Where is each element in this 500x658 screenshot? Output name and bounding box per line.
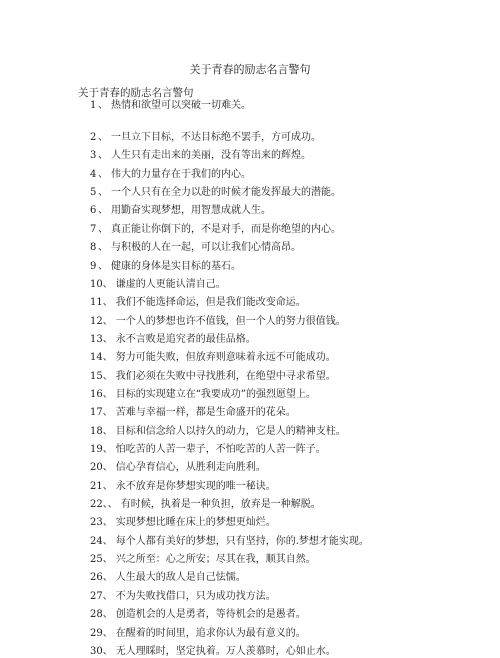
quote-item (90, 99, 251, 112)
quote-text: 我们必须在失败中寻找胜利，在绝望中寻求希望。 (115, 370, 336, 382)
quote-number: 30 (90, 645, 103, 657)
quote-separator: 、 (102, 590, 113, 602)
quote-item (90, 333, 256, 346)
quote-item (90, 571, 246, 584)
quote-number: 13 (90, 333, 103, 345)
quote-item (90, 260, 241, 273)
quote-number: 18 (90, 425, 103, 437)
quote-number: 10 (90, 278, 103, 290)
quote-separator: 、 (102, 370, 113, 382)
quote-number: 5 (90, 187, 97, 199)
quote-number: 15 (90, 370, 103, 382)
quote-text: 真正能让你倒下的，不是对手，而是你绝望的内心。 (111, 223, 341, 235)
quote-text: 兴之所至：心之所安；尽其在我，顺其自然。 (115, 554, 316, 565)
quote-text: 永不言败是追究者的最佳品格。 (115, 333, 256, 345)
quote-text: 与积极的人在一起，可以让我们心情高昂。 (111, 242, 301, 254)
quote-number: 12 (90, 315, 103, 327)
quote-separator: 、 (102, 278, 113, 290)
quote-number: 21 (90, 480, 103, 492)
quote-item (90, 498, 321, 511)
quote-item (90, 406, 296, 419)
quote-separator: 、 (98, 150, 108, 162)
quote-item (90, 627, 306, 640)
quote-item (90, 608, 306, 621)
quote-separator: 、 (102, 425, 113, 437)
quote-text: 不为失败找借口，只为成功找方法。 (115, 590, 276, 602)
quote-number: 25 (90, 554, 103, 565)
quote-number: 8 (90, 242, 97, 254)
quote-separator: 、 (102, 480, 113, 492)
quote-item (90, 370, 336, 383)
quote-separator: 、 (102, 407, 113, 419)
quote-text: 怕吃苦的人苦一辈子，不怕吃苦的人苦一阵子。 (115, 444, 326, 455)
quote-number: 20 (90, 462, 103, 474)
quote-separator: 、 (102, 388, 113, 400)
quote-separator: 、 (102, 444, 113, 455)
quote-number: 6 (90, 205, 97, 217)
quote-text: 人生最大的敌人是自己怯懦。 (115, 572, 246, 584)
document-subtitle: 关于青春的励志名言警句 (78, 87, 194, 99)
quote-number: 3 (90, 150, 97, 162)
quote-text: 我们不能选择命运，但是我们能改变命运。 (115, 297, 306, 309)
quote-number: 24 (90, 535, 103, 547)
quote-separator: 、 (98, 260, 108, 272)
quote-separator: 、 (102, 535, 113, 547)
quote-item (90, 315, 346, 328)
quote-separator: 、 (102, 315, 113, 327)
quote-text: 谦虚的人更能认清自己。 (115, 278, 226, 290)
quote-number: 16 (90, 388, 103, 400)
quote-text: 苦难与幸福一样，都是生命盛开的花朵。 (115, 407, 296, 419)
quote-separator: 、 (102, 609, 113, 621)
quote-text: 一个人只有在全力以赴的时候才能发挥最大的潜能。 (111, 187, 341, 199)
quote-separator: 、 (98, 132, 108, 143)
quote-item (90, 461, 266, 474)
quote-number: 1 (90, 100, 97, 111)
quote-separator: 、 (102, 517, 113, 529)
quote-item (90, 241, 301, 254)
quote-number: 17 (90, 407, 103, 419)
quote-item (90, 425, 346, 438)
quote-number: 14 (90, 352, 103, 364)
quote-item (90, 223, 341, 236)
quote-item (90, 535, 369, 548)
quote-text: 努力可能失败，但放弃则意味着永远不可能成功。 (115, 352, 336, 364)
quote-item (90, 131, 321, 144)
quote-number: 28 (90, 609, 103, 621)
quote-text: 目标的实现建立在“我要成功”的强烈愿望上。 (115, 388, 316, 400)
quote-separator: 、 (98, 242, 108, 254)
quote-separator: 、 (102, 572, 113, 584)
quote-text: 无人理睬时，坚定执着。万人羡慕时，心如止水。 (115, 645, 336, 657)
quote-text: 目标和信念给人以持久的动力，它是人的精神支柱。 (115, 425, 346, 437)
quote-item (90, 149, 311, 162)
quote-number: 26 (90, 572, 103, 584)
quote-number: 23 (90, 517, 103, 529)
quote-number: 27 (90, 590, 103, 602)
quote-number: 7 (90, 223, 97, 235)
quote-item (90, 296, 306, 309)
quote-number: 9 (90, 260, 97, 272)
quote-separator: 、 (98, 168, 108, 180)
quote-text: 伟大的力量存在于我们的内心。 (111, 168, 251, 180)
quote-number: 22 (90, 499, 103, 510)
quote-text: 在醒着的时间里，追求你认为最有意义的。 (115, 627, 306, 639)
quote-text: 创造机会的人是勇者，等待机会的是愚者。 (115, 609, 306, 621)
quote-text: 健康的身体是实目标的基石。 (111, 260, 241, 272)
quote-item (90, 168, 251, 181)
quote-number: 4 (90, 168, 97, 180)
quote-separator: 、 (102, 352, 113, 364)
quote-item (90, 480, 276, 493)
quote-separator: 、 (102, 627, 113, 639)
quote-separator: 、 (98, 223, 108, 235)
quote-text: 一旦立下目标，不达目标绝不罢手，方可成功。 (111, 132, 321, 143)
quote-text: 永不放弃是你梦想实现的唯一秘诀。 (115, 480, 276, 492)
quote-item (90, 590, 276, 603)
quote-number: 2 (90, 132, 97, 143)
quote-text: 实现梦想比睡在床上的梦想更灿烂。 (115, 517, 276, 529)
quote-item (90, 351, 336, 364)
quote-separator: 、 (102, 297, 113, 309)
quote-separator: 、 (98, 100, 108, 111)
quote-item (90, 388, 316, 401)
quote-separator: 、 (102, 645, 113, 657)
quote-text: 用勤奋实现梦想，用智慧成就人生。 (111, 205, 271, 217)
quote-text: 每个人都有美好的梦想，只有坚持，你的.梦想才能实现。 (115, 535, 369, 547)
quote-separator: 、、 (102, 499, 118, 510)
quote-item (90, 186, 341, 199)
quote-number: 11 (90, 297, 103, 309)
quote-number: 19 (90, 444, 103, 455)
quote-separator: 、 (98, 187, 108, 199)
quote-separator: 、 (102, 333, 113, 345)
quote-number: 29 (90, 627, 103, 639)
document-title: 关于青春的励志名言警句 (189, 63, 311, 76)
quote-item (90, 645, 336, 658)
quote-item (90, 443, 326, 456)
quote-text: 信心孕育信心，从胜利走向胜利。 (115, 462, 266, 474)
quote-text: 人生只有走出来的美丽，没有等出来的辉煌。 (111, 150, 311, 162)
quote-separator: 、 (102, 554, 113, 565)
quote-item (90, 553, 316, 566)
quote-item (90, 516, 276, 529)
quote-separator: 、 (98, 205, 108, 217)
quote-separator: 、 (102, 462, 113, 474)
quote-text: 有时候，执着是一种负担，放弃是一种解脱。 (120, 499, 321, 510)
quote-item (90, 204, 271, 217)
quote-text: 一个人的梦想也许不值钱，但一个人的努力很值钱。 (115, 315, 346, 327)
quote-item (90, 278, 226, 291)
quote-text: 热情和欲望可以突破一切难关。 (111, 100, 251, 111)
